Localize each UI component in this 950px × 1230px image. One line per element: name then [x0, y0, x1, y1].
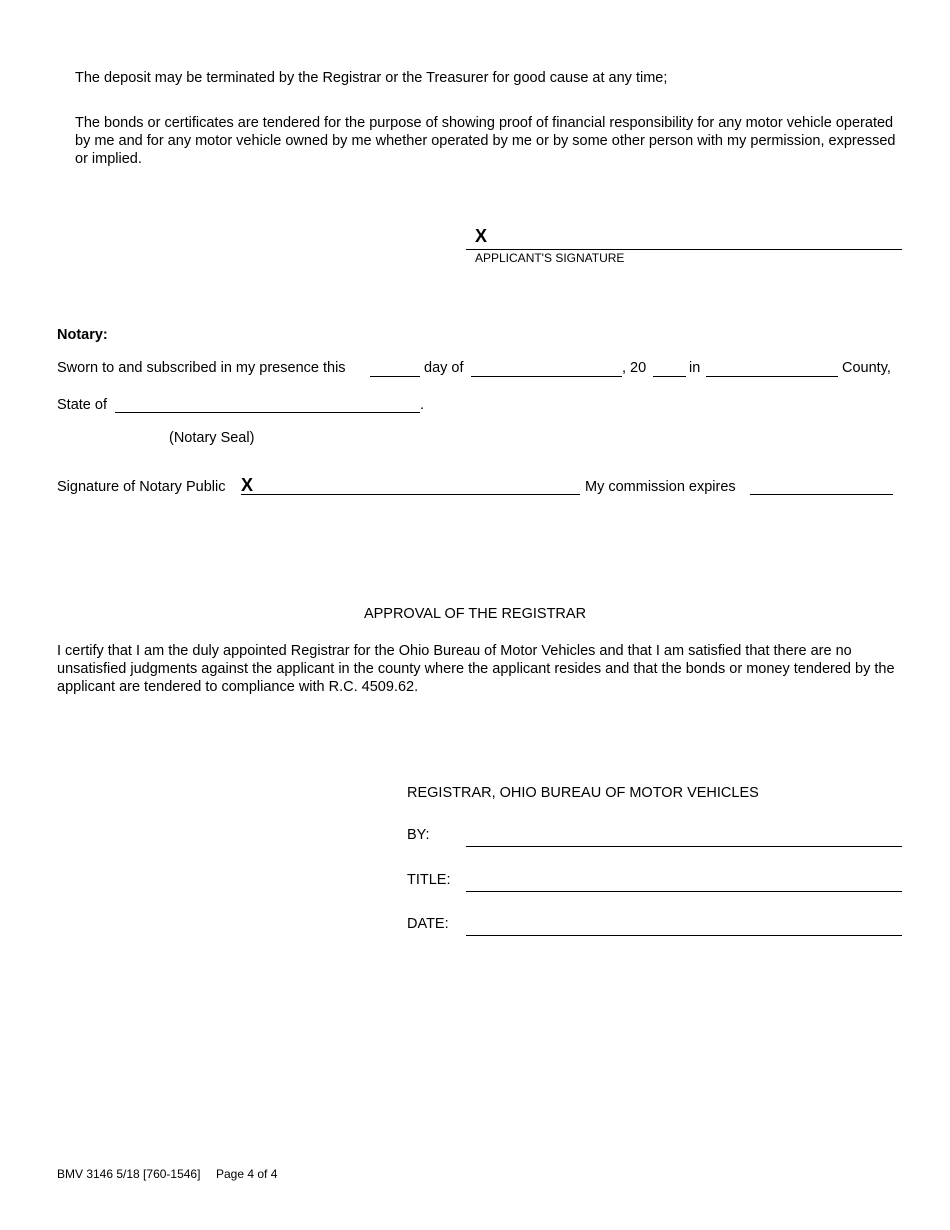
notary-signature-label: Signature of Notary Public: [57, 479, 226, 495]
in-text: in: [689, 360, 701, 376]
by-field[interactable]: [466, 846, 902, 847]
year-field[interactable]: [653, 376, 686, 377]
applicant-signature-label: APPLICANT'S SIGNATURE: [475, 251, 625, 265]
date-label: DATE:: [407, 916, 449, 932]
applicant-signature-x-mark: X: [475, 226, 488, 246]
applicant-signature-field[interactable]: [466, 249, 902, 250]
termination-text: The deposit may be terminated by the Registrar or the Treasurer for good cause at any time;: [75, 70, 668, 86]
page-number: Page 4 of 4: [216, 1167, 278, 1181]
state-field[interactable]: [115, 412, 420, 413]
title-label: TITLE:: [407, 872, 451, 888]
year-prefix-text: , 20: [622, 360, 647, 376]
title-field[interactable]: [466, 891, 902, 892]
by-label: BY:: [407, 827, 430, 843]
commission-date-field[interactable]: [750, 494, 893, 495]
form-id: BMV 3146 5/18 [760-1546]: [57, 1167, 201, 1181]
county-field[interactable]: [706, 376, 838, 377]
state-of-text: State of: [57, 397, 107, 413]
day-of-text: day of: [424, 360, 464, 376]
day-field[interactable]: [370, 376, 420, 377]
approval-heading: APPROVAL OF THE REGISTRAR: [363, 606, 587, 622]
notary-heading: Notary:: [57, 327, 108, 343]
commission-expires-label: My commission expires: [585, 479, 736, 495]
county-text: County,: [842, 360, 891, 376]
approval-text: I certify that I am the duly appointed Registrar for the Ohio Bureau of Motor Vehicles and that I am satisfied that there are no unsatisfied judgments against the applicant in the county where the applicant resides and that the bonds or money tendered by the applicant are tendered to compliance with R.C. 4509.62.: [57, 643, 895, 695]
state-period: .: [420, 397, 425, 413]
notary-signature-field[interactable]: [241, 494, 580, 495]
registrar-title: REGISTRAR, OHIO BUREAU OF MOTOR VEHICLES: [407, 785, 759, 801]
date-field[interactable]: [466, 935, 902, 936]
notary-signature-x-mark: X: [241, 475, 254, 495]
month-field[interactable]: [471, 376, 622, 377]
sworn-text: Sworn to and subscribed in my presence this: [57, 360, 346, 376]
notary-seal-text: (Notary Seal): [169, 430, 255, 446]
purpose-text: The bonds or certificates are tendered for the purpose of showing proof of financial responsibility for any motor vehicle operated by me and for any motor vehicle owned by me whether operated by me or by some other person with my permission, expressed or implied.: [75, 115, 896, 167]
